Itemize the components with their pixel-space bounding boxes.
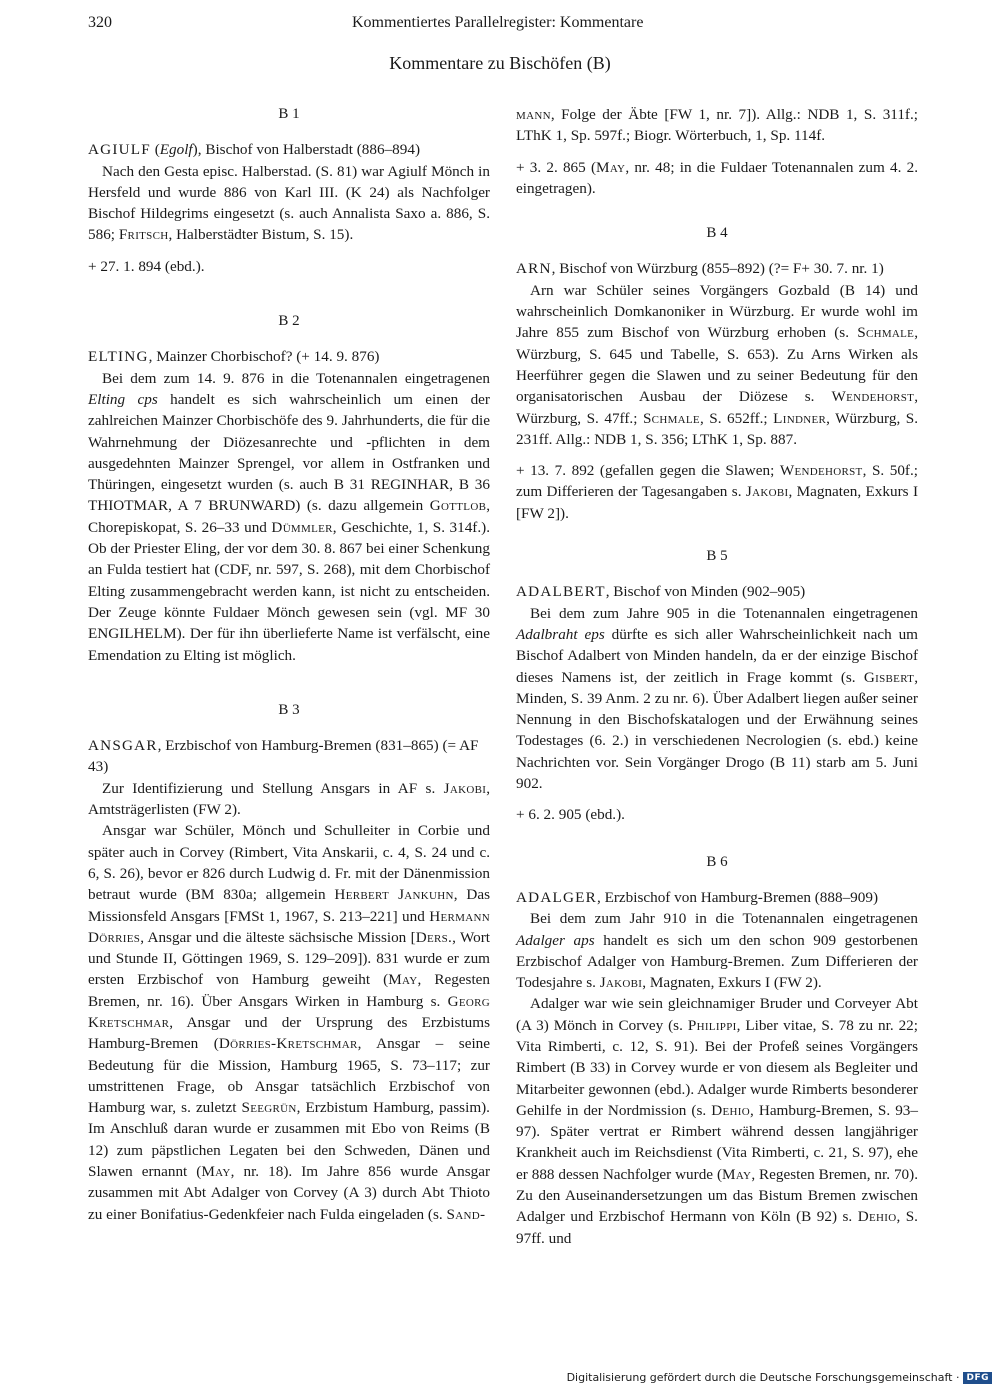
- dfg-logo-icon: DFG: [963, 1372, 992, 1384]
- entry-paragraph: Zur Identifizierung und Stellung Ansgars in AF s. Jakobi, Amtsträgerlisten (FW 2).: [88, 779, 490, 819]
- entry-name: ANSGAR: [88, 737, 158, 755]
- entry-alt-name: Egolf: [159, 141, 193, 159]
- entry-id-b5: B 5: [706, 548, 728, 565]
- entry-name: ADALBERT: [516, 583, 606, 601]
- entry-heading-b2: [88, 346, 490, 367]
- entry-name: ARN: [516, 260, 552, 278]
- entry-paragraph: Adalger war wie sein gleichnamiger Bruder und Corveyer Abt (A 3) Mönch in Corvey (s. Philippi, Liber vitae, S. 78 zu nr. 22; Vita Rimberti, c. 12, S. 91). Bei der Profeß seines Vorgängers Rimbert (B 33) in Corvey wurde er von diesem als Begleiter und Mitarbeiter gewonnen (ebd.). Adalger wurde Rimberts besonderer Gehilfe in der Nordmission (s. Dehio, Hamburg-Bremen, S. 93–97). Später vertrat er Rimbert während dessen langjähriger Krankheit auch im Reichsdienst (Vita Rimberti, c. 21, S. 97), ehe er 888 dessen Nachfolger wurde (May, Regesten Bremen, nr. 70). Zu den Auseinandersetzungen um das Bistum Bremen zwischen Adalger und Erzbischof Hermann von Köln (B 92) s. Dehio, S. 97ff. und: [516, 995, 918, 1247]
- entry-name: AGIULF: [88, 141, 151, 159]
- footer-text: Digitalisierung gefördert durch die Deutsche Forschungsgemeinschaft ·: [566, 1371, 960, 1384]
- entry-name: ADALGER: [516, 888, 597, 906]
- entry-paragraph: Arn war Schüler seines Vorgängers Gozbald (B 14) und wahrscheinlich Domkanoniker in Würzburg. Er wurde wohl im Jahre 855 zum Bischof von Würzburg erhoben (s. Schmale, Würzburg, S. 645 und Tabelle, S. 653). Zu Arns Wirken als Heerführer gegen die Slawen und zu seiner Bedeutung für den organisatorischen Ausbau der Diözese s. Wendehorst, Würzburg, S. 47ff.; Schmale, S. 652ff.; Lindner, Würzburg, S. 231ff. Allg.: NDB 1, S. 356; LThK 1, Sp. 887.: [516, 281, 918, 448]
- entry-name: ELTING: [88, 348, 149, 366]
- entry-title: , Bischof von Minden (902–905): [605, 583, 806, 601]
- entry-death-note: + 13. 7. 892 (gefallen gegen die Slawen; Wendehorst, S. 50f.; zum Differieren der Tagesangaben s. Jakobi, Magnaten, Exkurs I [FW 2]).: [516, 462, 919, 522]
- running-title: Kommentiertes Parallelregister: Kommentare: [352, 14, 644, 31]
- entry-id-b1: B 1: [278, 106, 300, 122]
- entry-id-b2: B 2: [278, 313, 300, 330]
- entry-paragraph: Ansgar war Schüler, Mönch und Schulleiter in Corbie und später auch in Corvey (Rimbert, Vita Anskarii, c. 4, S. 24 und c. 6, S. 26), bevor er 826 durch Ludwig d. Fr. mit der Dänenmission betraut wurde (BM 830a; allgemein Herbert Jankuhn, Das Missionsfeld Ansgars [FMSt 1, 1967, S. 213–221] und Hermann Dörries, Ansgar und die älteste sächsische Mission [Ders., Wort und Stunde II, Göttingen 1969, S. 129–209]). 831 wurde er zum ersten Erzbischof von Hamburg geweiht (May, Regesten Bremen, nr. 16). Über Ansgars Wirken in Hamburg s. Georg Kretschmar, Ansgar und der Ursprung des Erzbistums Hamburg-Bremen (Dörries-Kretschmar, Ansgar – seine Bedeutung für die Mission, Hamburg 1965, S. 73–117; zur umstrittenen Frage, ob Ansgar tatsächlich Erzbischof von Hamburg war, s. zuletzt Seegrün, Erzbistum Hamburg, passim). Im Anschluß daran wurde er zusammen mit Ebo von Reims (B 12) zum päpstlichen Legaten bei den Schweden, Dänen und Slawen ernannt (May, nr. 18). Im Jahre 856 wurde Ansgar zusammen mit Abt Adalger von Corvey (A 3) durch Abt Thioto zu einer Bonifatius-Gedenkfeier nach Fulda eingeladen (s. Sand-: [88, 822, 491, 1223]
- entry-heading-b5: [516, 581, 918, 602]
- entry-death-note: + 27. 1. 894 (ebd.).: [88, 257, 205, 275]
- entry-paragraph: Bei dem zum 14. 9. 876 in die Totenannalen eingetragenen Elting cps handelt es sich wahrscheinlich um einen der zahlreichen Mainzer Chorbischöfe des 9. Jahrhunderts, die für die Wahrnehmung der Diözesanrechte und -pflichten in dem ausgedehnten Mainzer Sprengel, vor allem in Ostfranken und Thüringen, eingesetzt wurden (s. auch B 31 REGINHAR, B 36 THIOTMAR, A 7 BRUNWARD) (s. dazu allgemein Gottlob, Chorepiskopat, S. 26–33 und Dümmler, Geschichte, 1, S. 314f.). Ob der Priester Eling, der vor dem 30. 8. 867 bei einer Schenkung an Fulda testiert hat (CDF, nr. 597, S. 268), mit dem Chorbischof Elting zusammengebracht werden kann, ist nicht zu entscheiden. Der Zeuge könnte Fuldaer Mönch gewesen sein (vgl. MF 30 ENGILHELM). Der für ihn überlieferte Name ist verfälscht, eine Emendation zu Elting ist möglich.: [88, 369, 491, 664]
- entry-heading-b4: [516, 258, 918, 279]
- entry-title: , Mainzer Chorbischof? (+ 14. 9. 876): [148, 348, 380, 366]
- entry-death-note: + 6. 2. 905 (ebd.).: [516, 806, 625, 824]
- right-column: [516, 104, 918, 1249]
- left-column: [88, 104, 490, 1225]
- entry-title: , Bischof von Halberstadt (886–894): [197, 141, 421, 159]
- entry-title: , Erzbischof von Hamburg-Bremen (831–865) (= AF 43): [88, 737, 479, 776]
- entry-title: , Erzbischof von Hamburg-Bremen (888–909): [596, 888, 879, 906]
- entry-paragraph: Nach den Gesta episc. Halberstad. (S. 81) war Agiulf Mönch in Hersfeld und wurde 886 von Karl III. (K 24) als Nachfolger Bischof Hildegrims eingesetzt (s. auch Annalista Saxo a. 886, S. 586; Fritsch, Halberstädter Bistum, S. 15).: [88, 162, 490, 244]
- entry-id-b6: B 6: [706, 853, 728, 870]
- section-title: Kommentare zu Bischöfen (B): [389, 53, 611, 73]
- entry-paragraph-continued: mann, Folge der Äbte [FW 1, nr. 7]). Allg.: NDB 1, S. 311f.; LThK 1, Sp. 597f.; Biogr. Wörterbuch, 1, Sp. 114f.: [516, 106, 918, 145]
- entry-paragraph: Bei dem zum Jahr 910 in die Totenannalen eingetragenen Adalger aps handelt es sich um den schon 909 gestorbenen Erzbischof Adalger von Hamburg-Bremen. Zum Differieren der Todesjahre s. Jakobi, Magnaten, Exkurs I (FW 2).: [516, 910, 918, 992]
- entry-paragraph: Bei dem zum Jahre 905 in die Totenannalen eingetragenen Adalbraht eps dürfte es sich aller Wahrscheinlichkeit nach um Bischof Adalbert von Minden handeln, da er der einzige Bischof dieses Namens ist, der zeitlich in Frage kommt (s. Gisbert, Minden, S. 39 Anm. 2 zu nr. 6). Über Adalbert liegen außer seiner Nennung in den Bischofskatalogen und der Erwähnung seines Todestages (6. 2.) in verschiedenen Necrologien (s. ebd.) keine Nachrichten vor. Sein Vorgänger Drogo (B 11) starb am 5. Juni 902.: [516, 604, 918, 793]
- entry-title: , Bischof von Würzburg (855–892) (?= F+ 30. 7. nr. 1): [551, 260, 884, 278]
- entry-heading-b1: AGIULF (Egolf), Bischof von Halberstadt (886–894): [88, 141, 421, 159]
- entry-heading-b3: [88, 735, 490, 778]
- entry-id-b4: B 4: [706, 225, 728, 242]
- page-number: 320: [88, 14, 112, 31]
- entry-heading-b6: [516, 887, 918, 908]
- entry-death-note: + 3. 2. 865 (May, nr. 48; in die Fuldaer Totenannalen zum 4. 2. eingetragen).: [516, 158, 918, 197]
- entry-id-b3: B 3: [278, 701, 300, 718]
- footer-credit: [567, 1371, 992, 1384]
